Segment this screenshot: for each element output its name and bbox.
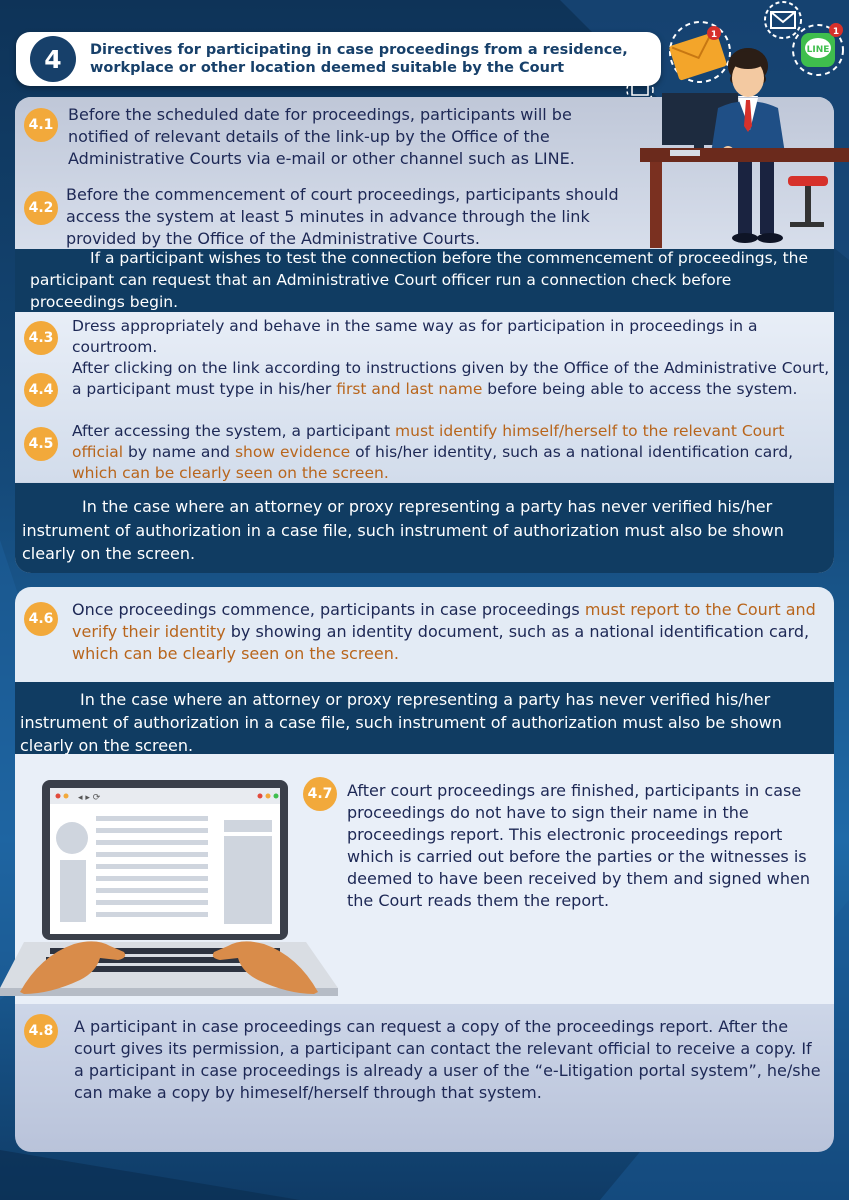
item-text-4-1: Before the scheduled date for proceedings, participants will be notified of relevant details of the link-up by the Office of the Administrative Courts via e-mail or other channel such as LINE. bbox=[68, 105, 575, 168]
svg-text:1: 1 bbox=[710, 30, 718, 40]
item-badge-4-7: 4.7 bbox=[303, 777, 337, 811]
office-illustration-overlay bbox=[610, 0, 849, 248]
item-text-4-6: Once proceedings commence, participants in case proceedings must report to the Court and verify their identity by showing an identity document, such as a national identification card, which can be clearly seen on the screen. bbox=[72, 600, 816, 663]
section-title: Directives for participating in case proceedings from a residence, workplace or other location deemed suitable by the Court bbox=[90, 42, 628, 76]
item-badge-4-5: 4.5 bbox=[24, 427, 58, 461]
section-number-badge: 4 bbox=[30, 36, 76, 82]
avatar-placeholder bbox=[56, 822, 88, 854]
item-badge-4-1: 4.1 bbox=[24, 108, 58, 142]
item-badge-4-2: 4.2 bbox=[24, 191, 58, 225]
item-badge-4-8: 4.8 bbox=[24, 1014, 58, 1048]
section-header bbox=[16, 32, 661, 86]
item-badge-4-4: 4.4 bbox=[24, 373, 58, 407]
attorney-note-1: In the case where an attorney or proxy representing a party has never verified his/her instrument of authorization in a case file, such instrument of authorization must also be shown clearly on the screen. bbox=[22, 497, 784, 563]
item-text-4-7: After court proceedings are finished, participants in case proceedings do not have to sign their name in the proceedings report. This electronic proceedings report which is carried out before the parties or the witnesses is deemed to have been received by them and signed when the Court reads them the report. bbox=[347, 781, 810, 910]
item-badge-4-6: 4.6 bbox=[24, 602, 58, 636]
item-text-4-5: After accessing the system, a participant must identify himself/herself to the relevant Court official by name and show evidence of his/her identity, such as a national identification card, which can be clearly seen on the screen. bbox=[72, 422, 794, 482]
svg-text:LINE: LINE bbox=[806, 45, 830, 55]
item-text-4-3: Dress appropriately and behave in the same way as for participation in proceedings in a courtroom. bbox=[72, 317, 758, 356]
item-badge-4-3: 4.3 bbox=[24, 321, 58, 355]
item-text-4-8: A participant in case proceedings can request a copy of the proceedings report. After the court gives its permission, a participant can contact the relevant official to receive a copy. If a participant in case proceedings is already a user of the “e-Litigation portal system”, he/she can make a copy by himeself/herself through that system. bbox=[74, 1017, 821, 1102]
attorney-note-2: In the case where an attorney or proxy representing a party has never verified his/her instrument of authorization in a case file, such instrument of authorization must also be shown clearly on the screen. bbox=[20, 690, 782, 755]
test-connection-note: If a participant wishes to test the connection before the commencement of proceedings, the participant can request that an Administrative Court officer run a connection check before proceedings begin. bbox=[30, 249, 809, 311]
item-text-4-4: After clicking on the link according to instructions given by the Office of the Administrative Court, a participant must type in his/her first and last name before being able to access the system. bbox=[72, 359, 830, 398]
item-text-4-2: Before the commencement of court proceedings, participants should access the system at least 5 minutes in advance through the link provided by the Office of the Administrative Courts. bbox=[66, 185, 619, 248]
svg-text:◂ ▸ ⟳: ◂ ▸ ⟳ bbox=[78, 793, 101, 803]
svg-text:1: 1 bbox=[832, 27, 840, 37]
laptop-illustration bbox=[0, 776, 340, 1000]
